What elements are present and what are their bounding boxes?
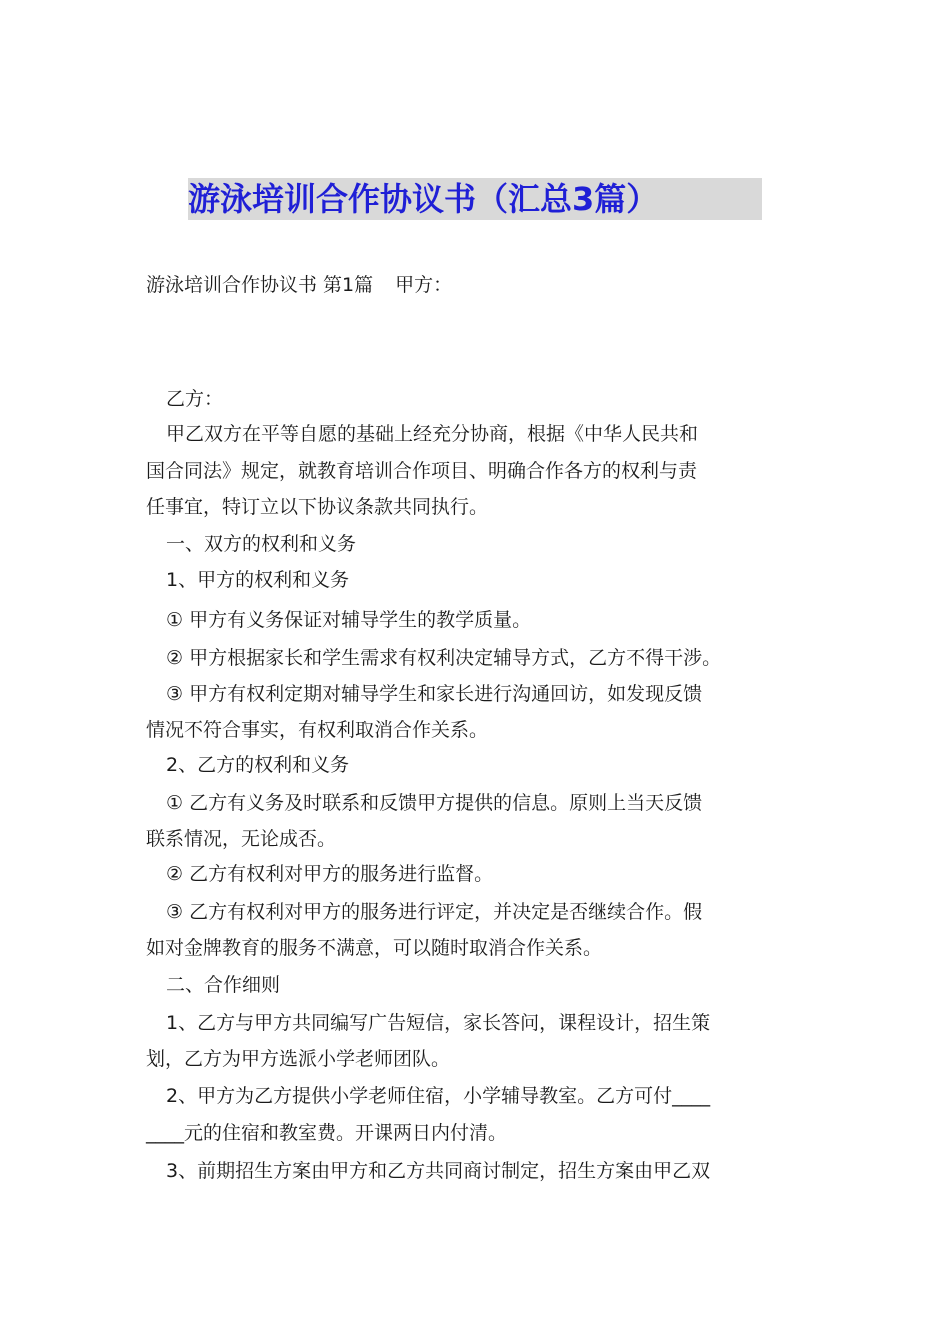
body-line: ③ 乙方有权利对甲方的服务进行评定，并决定是否继续合作。假	[166, 901, 703, 923]
body-line: 国合同法》规定，就教育培训合作项目、明确合作各方的权利与责	[146, 460, 698, 482]
section-heading	[146, 271, 452, 299]
body-line: 划，乙方为甲方选派小学老师团队。	[146, 1048, 451, 1070]
body-line: 乙方：	[166, 388, 224, 410]
body-line: 2、乙方的权利和义务	[166, 754, 350, 776]
body-line: ③ 甲方有权利定期对辅导学生和家长进行沟通回访，如发现反馈	[166, 683, 703, 705]
body-line: 甲乙双方在平等自愿的基础上经充分协商，根据《中华人民共和	[166, 423, 699, 445]
body-line: 3、前期招生方案由甲方和乙方共同商讨制定，招生方案由甲乙双	[166, 1160, 711, 1182]
body-line: ① 甲方有义务保证对辅导学生的教学质量。	[166, 609, 532, 631]
body-line: ① 乙方有义务及时联系和反馈甲方提供的信息。原则上当天反馈	[166, 792, 703, 814]
body-line: 2、甲方为乙方提供小学老师住宿，小学辅导教室。乙方可付____	[166, 1085, 711, 1107]
body-line: ② 甲方根据家长和学生需求有权利决定辅导方式，乙方不得干涉。	[166, 647, 722, 669]
document-title: 游泳培训合作协议书（汇总3篇）	[188, 180, 659, 218]
body-line: ____元的住宿和教室费。开课两日内付清。	[146, 1122, 508, 1144]
body-line: 任事宜，特订立以下协议条款共同执行。	[146, 496, 489, 518]
body-line: 情况不符合事实，有权利取消合作关系。	[146, 719, 489, 741]
body-line: 联系情况，无论成否。	[146, 828, 337, 850]
title-highlight	[188, 178, 762, 220]
party-a-label: 甲方：	[395, 274, 453, 296]
body-line: ② 乙方有权利对甲方的服务进行监督。	[166, 863, 494, 885]
body-line: 二、合作细则	[166, 974, 281, 996]
body-line: 1、乙方与甲方共同编写广告短信，家长答问，课程设计，招生策	[166, 1012, 711, 1034]
body-line: 1、甲方的权利和义务	[166, 569, 350, 591]
body-line: 一、双方的权利和义务	[166, 533, 357, 555]
body-line: 如对金牌教育的服务不满意，可以随时取消合作关系。	[146, 937, 603, 959]
article-heading: 游泳培训合作协议书 第1篇	[146, 274, 374, 296]
